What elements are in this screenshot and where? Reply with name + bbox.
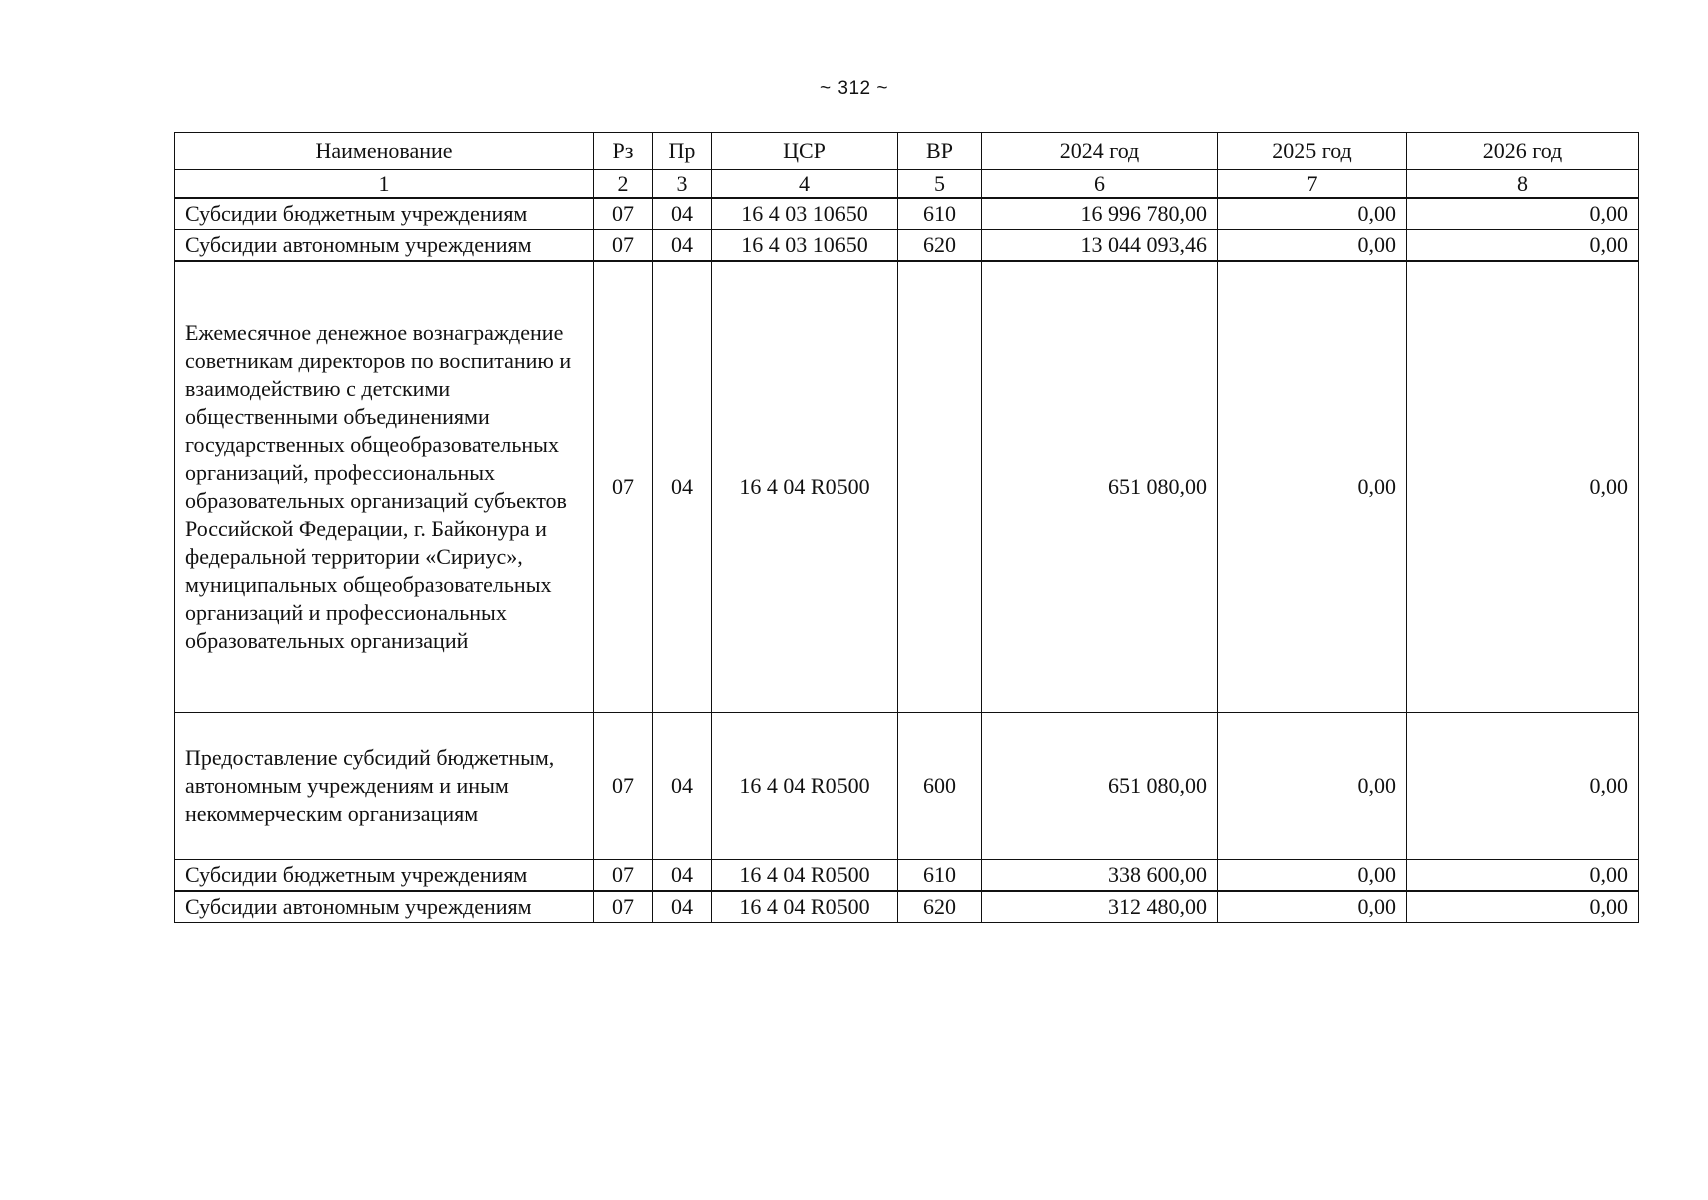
cell-name: Субсидии автономным учреждениям <box>175 230 594 262</box>
column-number: 8 <box>1407 170 1639 199</box>
column-number: 5 <box>898 170 982 199</box>
column-number: 4 <box>712 170 898 199</box>
header-name: Наименование <box>175 133 594 170</box>
cell-2024: 651 080,00 <box>982 261 1218 713</box>
column-number-row <box>175 170 1639 199</box>
cell-name: Субсидии бюджетным учреждениям <box>175 198 594 230</box>
header-2025: 2025 год <box>1218 133 1407 170</box>
cell-pr: 04 <box>653 230 712 262</box>
cell-rz: 07 <box>594 713 653 860</box>
table-row <box>175 860 1639 892</box>
cell-csr: 16 4 03 10650 <box>712 198 898 230</box>
cell-rz: 07 <box>594 198 653 230</box>
cell-2024: 651 080,00 <box>982 713 1218 860</box>
table-row <box>175 261 1639 713</box>
cell-name: Субсидии бюджетным учреждениям <box>175 860 594 892</box>
table-header-row <box>175 133 1639 170</box>
header-csr: ЦСР <box>712 133 898 170</box>
cell-vr <box>898 261 982 713</box>
cell-2024: 13 044 093,46 <box>982 230 1218 262</box>
cell-csr: 16 4 04 R0500 <box>712 261 898 713</box>
cell-rz: 07 <box>594 860 653 892</box>
cell-vr: 600 <box>898 713 982 860</box>
header-2026: 2026 год <box>1407 133 1639 170</box>
table-row <box>175 891 1639 923</box>
cell-vr: 610 <box>898 198 982 230</box>
cell-pr: 04 <box>653 713 712 860</box>
cell-2024: 338 600,00 <box>982 860 1218 892</box>
cell-pr: 04 <box>653 860 712 892</box>
cell-vr: 610 <box>898 860 982 892</box>
cell-pr: 04 <box>653 261 712 713</box>
cell-name: Предоставление субсидий бюджетным, автономным учреждениям и иным некоммерческим организациям <box>175 713 594 860</box>
cell-vr: 620 <box>898 891 982 923</box>
table-row <box>175 198 1639 230</box>
cell-2026: 0,00 <box>1407 891 1639 923</box>
cell-2025: 0,00 <box>1218 198 1407 230</box>
cell-2026: 0,00 <box>1407 860 1639 892</box>
cell-2025: 0,00 <box>1218 713 1407 860</box>
cell-name: Субсидии автономным учреждениям <box>175 891 594 923</box>
cell-2024: 312 480,00 <box>982 891 1218 923</box>
cell-csr: 16 4 03 10650 <box>712 230 898 262</box>
cell-name: Ежемесячное денежное вознаграждение советникам директоров по воспитанию и взаимодействию с детскими общественными объединениями государственных общеобразовательных организаций, профессиональных образовательных организаций субъектов Российской Федерации, г. Байконура и федеральной территории «Сириус», муниципальных общеобразовательных организаций и профессиональных образовательных организаций <box>175 261 594 713</box>
cell-2025: 0,00 <box>1218 230 1407 262</box>
cell-rz: 07 <box>594 891 653 923</box>
table-row <box>175 713 1639 860</box>
cell-csr: 16 4 04 R0500 <box>712 891 898 923</box>
cell-csr: 16 4 04 R0500 <box>712 713 898 860</box>
header-rz: Рз <box>594 133 653 170</box>
cell-2025: 0,00 <box>1218 860 1407 892</box>
cell-pr: 04 <box>653 891 712 923</box>
cell-2026: 0,00 <box>1407 230 1639 262</box>
column-number: 7 <box>1218 170 1407 199</box>
cell-2024: 16 996 780,00 <box>982 198 1218 230</box>
cell-vr: 620 <box>898 230 982 262</box>
cell-pr: 04 <box>653 198 712 230</box>
header-pr: Пр <box>653 133 712 170</box>
cell-2026: 0,00 <box>1407 713 1639 860</box>
cell-2026: 0,00 <box>1407 261 1639 713</box>
header-2024: 2024 год <box>982 133 1218 170</box>
page-number: ~ 312 ~ <box>820 78 888 99</box>
cell-2026: 0,00 <box>1407 198 1639 230</box>
cell-2025: 0,00 <box>1218 261 1407 713</box>
cell-2025: 0,00 <box>1218 891 1407 923</box>
cell-csr: 16 4 04 R0500 <box>712 860 898 892</box>
budget-table <box>174 132 1639 923</box>
column-number: 3 <box>653 170 712 199</box>
cell-rz: 07 <box>594 261 653 713</box>
cell-rz: 07 <box>594 230 653 262</box>
table-row <box>175 230 1639 262</box>
header-vr: ВР <box>898 133 982 170</box>
column-number: 1 <box>175 170 594 199</box>
column-number: 2 <box>594 170 653 199</box>
column-number: 6 <box>982 170 1218 199</box>
